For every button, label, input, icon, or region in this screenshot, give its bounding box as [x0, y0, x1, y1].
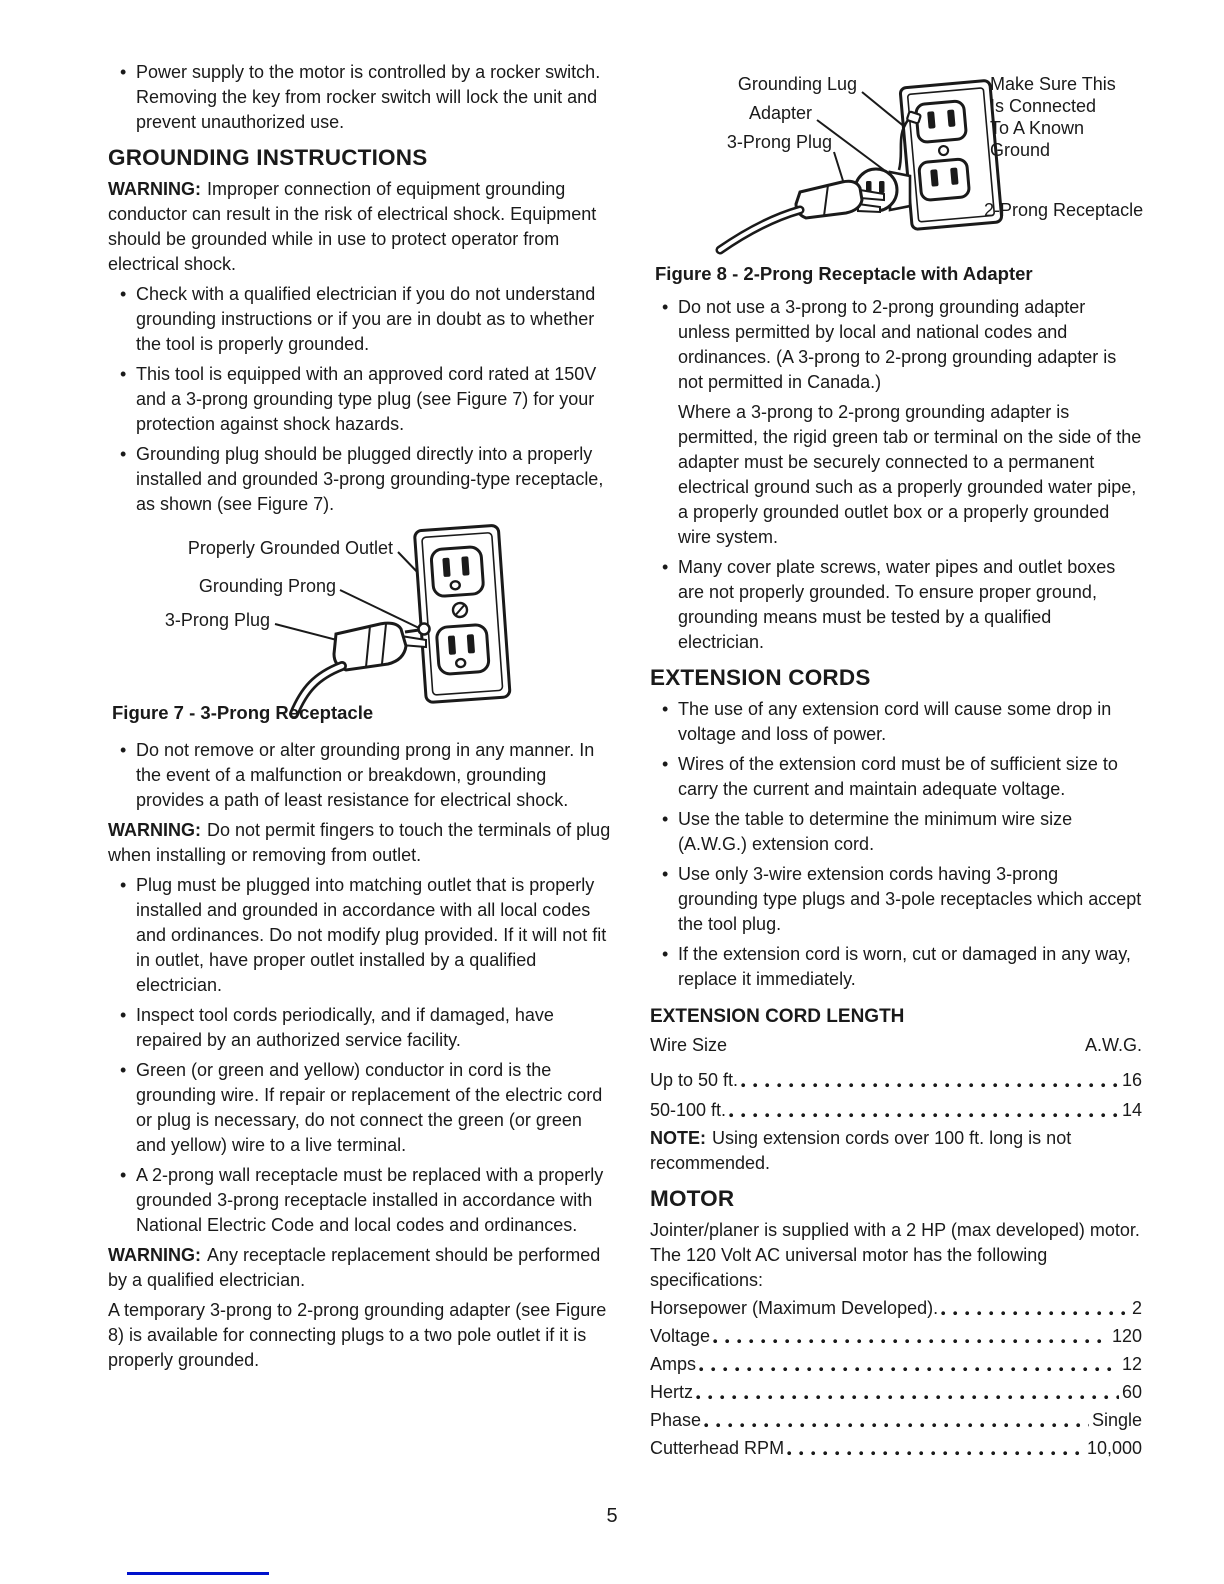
bullet-text: This tool is equipped with an approved cord rated at 150V and a 3-prong grounding type plug (see Figure 7) for your protection against shock hazards.: [136, 364, 597, 434]
bullet-text: Grounding plug should be plugged directly into a properly installed and grounded 3-prong grounding-type receptacle, as shown (see Figure 7).: [136, 444, 604, 514]
figure7-label-plug: 3-Prong Plug: [164, 610, 270, 630]
figure8-label-lug: Grounding Lug: [737, 74, 857, 94]
bullet-glyph: •: [662, 864, 669, 884]
bullet-power-switch: [108, 60, 614, 135]
warning-paragraph-3: [108, 1243, 614, 1293]
bullet-matching-outlet: [108, 873, 614, 998]
bullet-glyph: •: [120, 875, 127, 895]
two-prong-receptacle-lower: [919, 159, 970, 201]
spec-label: Horsepower (Maximum Developed).: [650, 1298, 939, 1318]
dot-leader: [699, 1367, 1119, 1372]
spec-row-hertz: [650, 1377, 1142, 1405]
bullet-glyph: •: [662, 699, 669, 719]
bullet-text: Wires of the extension cord must be of sufficient size to carry the current and maintain adequate voltage.: [678, 754, 1118, 799]
note-paragraph: [650, 1126, 1142, 1176]
extension-cords-heading: EXTENSION CORDS: [650, 665, 871, 690]
bullet-no-adapter: [650, 295, 1142, 395]
bullet-worn-cord: [650, 942, 1142, 992]
dot-leader: [941, 1311, 1129, 1316]
motor-heading: MOTOR: [650, 1186, 735, 1211]
bullet-glyph: •: [662, 809, 669, 829]
spec-value: Single: [1091, 1410, 1142, 1430]
figure-8-caption: Figure 8 - 2-Prong Receptacle with Adapter: [655, 263, 1033, 284]
warning-paragraph-1: [108, 177, 614, 277]
bullet-text: If the extension cord is worn, cut or damaged in any way, replace it immediately.: [678, 944, 1131, 989]
figure8-label-receptacle: 2-Prong Receptacle: [984, 200, 1144, 220]
figure-7: [108, 522, 614, 728]
bullet-use-table: [650, 807, 1142, 857]
bullet-cover-plate: [650, 555, 1142, 655]
cord-awg-value: 14: [1121, 1100, 1142, 1120]
bullet-text: Many cover plate screws, water pipes and outlet boxes are not properly grounded. To ensure proper ground, grounding means must be tested by a qualified electrician.: [678, 557, 1116, 652]
figure-8-illustration: [650, 60, 1142, 248]
dot-leader: [741, 1083, 1119, 1088]
bullet-text: A 2-prong wall receptacle must be replaced with a properly grounded 3-prong receptacle installed in accordance with National Electric Code and local codes and ordinances.: [136, 1165, 604, 1235]
cord-awg-value: 16: [1121, 1070, 1142, 1090]
adapter-continuation-paragraph: Where a 3-prong to 2-prong grounding adapter is permitted, the rigid green tab or terminal on the side of the adapter must be securely connected to a permanent electrical ground such as a properly grounded water pipe, a properly grounded outlet box or a properly grounded wire system.: [678, 402, 1142, 547]
bullet-green-conductor: [108, 1058, 614, 1158]
spec-label: Cutterhead RPM: [650, 1438, 785, 1458]
motor-paragraph-1: Jointer/planer is supplied with a 2 HP (max developed) motor.: [650, 1220, 1140, 1240]
cord-table-col-value: A.W.G.: [1084, 1035, 1142, 1055]
figure8-ground-note-line4: Ground: [990, 140, 1051, 160]
bullet-glyph: •: [120, 284, 127, 304]
bullet-three-wire-cords: [650, 862, 1142, 937]
spec-label: Voltage: [650, 1326, 711, 1346]
bullet-glyph: •: [662, 297, 669, 317]
bullet-glyph: •: [120, 740, 127, 760]
outlet-plate: [414, 525, 510, 702]
bullet-text: Inspect tool cords periodically, and if damaged, have repaired by an authorized service facility.: [136, 1005, 554, 1050]
bullet-grounding-plug: [108, 442, 614, 517]
bullet-glyph: •: [662, 557, 669, 577]
temporary-adapter-paragraph: A temporary 3-prong to 2-prong grounding adapter (see Figure 8) is available for connecting plugs to a two pole outlet if it is properly grounded.: [108, 1300, 607, 1370]
spec-row-cutterhead-rpm: [650, 1433, 1142, 1461]
figure8-ground-note-line3: To A Known: [990, 118, 1085, 138]
cord-length-label: 50-100 ft.: [650, 1100, 727, 1120]
bullet-glyph: •: [120, 444, 127, 464]
warning-text: Improper connection of equipment grounding conductor can result in the risk of electrical shock. Equipment should be grounded while in use to protect operator from electrical shock.: [108, 179, 597, 274]
spec-row-phase: [650, 1405, 1142, 1433]
bullet-glyph: •: [120, 62, 127, 82]
dot-leader: [713, 1339, 1109, 1344]
bullet-glyph: •: [120, 364, 127, 384]
warning-text: Any receptacle replacement should be performed by a qualified electrician.: [108, 1245, 601, 1290]
right-column: [650, 60, 1142, 1461]
grounding-instructions-heading: GROUNDING INSTRUCTIONS: [108, 145, 428, 170]
bullet-glyph: •: [662, 754, 669, 774]
dot-leader: [729, 1113, 1119, 1118]
bullet-glyph: •: [120, 1005, 127, 1025]
figure8-ground-note-line1: Make Sure This: [990, 74, 1116, 94]
warning-label: WARNING:: [108, 1245, 201, 1265]
bullet-glyph: •: [662, 944, 669, 964]
bullet-voltage-drop: [650, 697, 1142, 747]
extension-cord-length-heading: EXTENSION CORD LENGTH: [650, 1006, 905, 1027]
bullet-do-not-remove-prong: [108, 738, 614, 813]
bullet-two-prong-replace: [108, 1163, 614, 1238]
spec-value: 120: [1111, 1326, 1142, 1346]
warning-label: WARNING:: [108, 820, 201, 840]
figure-8: [650, 60, 1142, 248]
bullet-text: Check with a qualified electrician if you do not understand grounding instructions or if you are in doubt as to whether the tool is properly grounded.: [136, 284, 596, 354]
bullet-glyph: •: [120, 1060, 127, 1080]
spec-label: Phase: [650, 1410, 702, 1430]
cord-table-header-row: [650, 1033, 1142, 1063]
cord-table-row: [650, 1093, 1142, 1123]
spec-value: 12: [1121, 1354, 1142, 1374]
page-number: 5: [606, 1505, 618, 1527]
bullet-check-electrician: [108, 282, 614, 357]
figure7-label-outlet: Properly Grounded Outlet: [187, 538, 393, 558]
cord-table-row: [650, 1063, 1142, 1093]
bullet-text: Power supply to the motor is controlled by a rocker switch. Removing the key from rocker switch will lock the unit and prevent unauthorized use.: [136, 62, 601, 132]
bullet-text: Use only 3-wire extension cords having 3-prong grounding type plugs and 3-pole receptacles which accept the tool plug.: [678, 864, 1142, 934]
three-prong-plug: [720, 181, 884, 250]
plug-body: [796, 181, 862, 218]
spec-row-amps: [650, 1349, 1142, 1377]
bullet-text: Use the table to determine the minimum wire size (A.W.G.) extension cord.: [678, 809, 1073, 854]
note-label: NOTE:: [650, 1128, 706, 1148]
warning-paragraph-2: [108, 818, 614, 868]
bullet-text: Plug must be plugged into matching outlet that is properly installed and grounded in accordance with all local codes and ordinances. Do not modify plug provided. If it will not fit in outlet, have proper outlet installed by a qualified electrician.: [136, 875, 607, 995]
figure8-label-adapter: Adapter: [748, 103, 812, 123]
cord-length-label: Up to 50 ft.: [650, 1070, 739, 1090]
spec-label: Hertz: [650, 1382, 694, 1402]
spec-value: 2: [1131, 1298, 1142, 1318]
bullet-text: Do not remove or alter grounding prong in any manner. In the event of a malfunction or breakdown, grounding provides a path of least resistance for electrical shock.: [136, 740, 595, 810]
grounding-prong: [419, 624, 430, 635]
note-text: Using extension cords over 100 ft. long is not recommended.: [650, 1128, 1072, 1173]
figure7-label-prong: Grounding Prong: [198, 576, 336, 596]
two-prong-receptacle-upper: [915, 101, 966, 143]
bullet-glyph: •: [120, 1165, 127, 1185]
dot-leader: [704, 1423, 1089, 1428]
cord-table-col-label: Wire Size: [650, 1035, 728, 1055]
spec-label: Amps: [650, 1354, 697, 1374]
dot-leader: [787, 1451, 1084, 1456]
bullet-text: Green (or green and yellow) conductor in cord is the grounding wire. If repair or replacement of the electric cord or plug is necessary, do not connect the green (or green and yellow) wire to a live terminal.: [136, 1060, 603, 1155]
figure8-label-plug: 3-Prong Plug: [726, 132, 832, 152]
dot-leader: [696, 1395, 1119, 1400]
footer-underline: [127, 1572, 269, 1575]
figure-7-illustration: [108, 522, 614, 728]
bullet-text: Do not use a 3-prong to 2-prong grounding adapter unless permitted by local and national codes and ordinances. (A 3-prong to 2-prong grounding adapter is not permitted in Canada.): [678, 297, 1117, 392]
bullet-inspect-cords: [108, 1003, 614, 1053]
warning-label: WARNING:: [108, 179, 201, 199]
warning-text: Do not permit fingers to touch the terminals of plug when installing or removing from outlet.: [108, 820, 611, 865]
spec-value: 60: [1121, 1382, 1142, 1402]
figure8-ground-note-line2: Is Connected: [990, 96, 1097, 116]
spec-value: 10,000: [1086, 1438, 1142, 1458]
bullet-text: The use of any extension cord will cause some drop in voltage and loss of power.: [678, 699, 1112, 744]
figure-7-caption: Figure 7 - 3-Prong Receptacle: [112, 702, 374, 723]
left-column: [108, 60, 614, 1378]
leader-line: [340, 590, 419, 628]
motor-paragraph-2: The 120 Volt AC universal motor has the following specifications:: [650, 1245, 1048, 1290]
leader-line: [834, 152, 844, 184]
spec-row-voltage: [650, 1321, 1142, 1349]
bullet-approved-cord: [108, 362, 614, 437]
spec-row-horsepower: [650, 1293, 1142, 1321]
bullet-wire-size: [650, 752, 1142, 802]
